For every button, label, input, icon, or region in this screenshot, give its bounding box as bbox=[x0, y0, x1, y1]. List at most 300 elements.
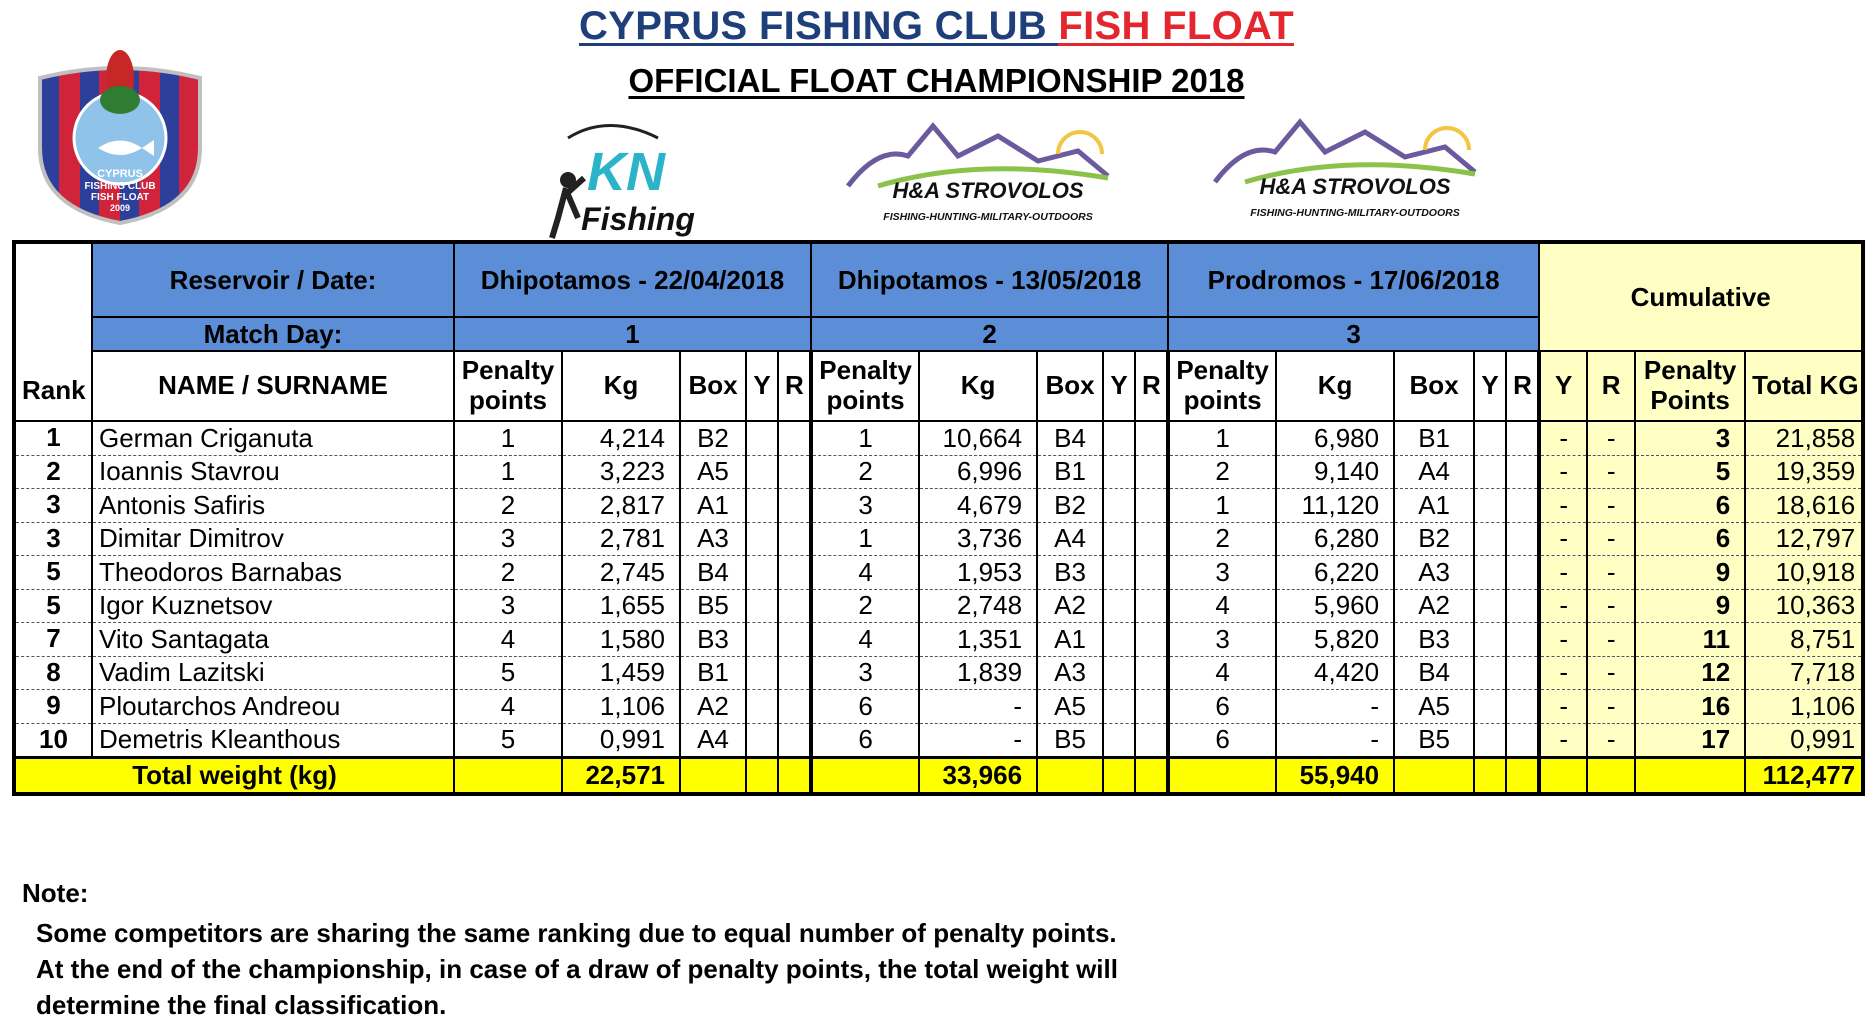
yellow-card-cell bbox=[1103, 522, 1135, 556]
red-card-cell bbox=[1135, 690, 1168, 724]
rank-header: Rank bbox=[14, 242, 92, 421]
red-card-cell bbox=[778, 589, 811, 623]
red-card-cell bbox=[1135, 589, 1168, 623]
box-cell: A3 bbox=[680, 522, 746, 556]
total-empty-penalty bbox=[811, 758, 919, 795]
penalty-cell: 1 bbox=[1168, 421, 1276, 455]
red-card-cell bbox=[1506, 556, 1539, 590]
penalty-cell: 1 bbox=[811, 421, 919, 455]
kg-cell: 2,748 bbox=[919, 589, 1037, 623]
yellow-card-cell bbox=[1103, 656, 1135, 690]
penalty-header-line-2: points bbox=[469, 385, 547, 415]
cumulative-penalty-cell: 9 bbox=[1635, 589, 1745, 623]
red-card-cell bbox=[1135, 421, 1168, 455]
kg-cell: 1,351 bbox=[919, 623, 1037, 657]
red-card-cell bbox=[1135, 556, 1168, 590]
sponsor-name-2: H&A STROVOLOS bbox=[1259, 174, 1451, 199]
yellow-card-cell bbox=[1474, 556, 1506, 590]
kg-cell: - bbox=[1276, 690, 1394, 724]
box-cell: A4 bbox=[1037, 522, 1103, 556]
box-cell: A4 bbox=[680, 723, 746, 758]
red-card-header-3: R bbox=[1506, 351, 1539, 421]
box-cell: B1 bbox=[680, 656, 746, 690]
kg-cell: 11,120 bbox=[1276, 489, 1394, 523]
total-empty-box bbox=[680, 758, 746, 795]
box-header-1: Box bbox=[680, 351, 746, 421]
kg-cell: - bbox=[919, 723, 1037, 758]
total-kg-cell: 10,363 bbox=[1745, 589, 1863, 623]
yellow-card-header-3: Y bbox=[1474, 351, 1506, 421]
box-cell: A3 bbox=[1394, 556, 1474, 590]
cumulative-r-cell: - bbox=[1587, 455, 1635, 489]
cumulative-y-cell: - bbox=[1539, 623, 1587, 657]
kg-cell: 1,839 bbox=[919, 656, 1037, 690]
red-card-cell bbox=[778, 522, 811, 556]
total-empty-box bbox=[1037, 758, 1103, 795]
kg-cell: 4,420 bbox=[1276, 656, 1394, 690]
cumulative-penalty-cell: 9 bbox=[1635, 556, 1745, 590]
cumulative-penalty-cell: 6 bbox=[1635, 522, 1745, 556]
penalty-cell: 5 bbox=[454, 656, 562, 690]
penalty-header-line-1: Penalty bbox=[461, 355, 555, 386]
match-2-reservoir: Dhipotamos - 13/05/2018 bbox=[811, 242, 1168, 317]
penalty-cell: 2 bbox=[454, 489, 562, 523]
yellow-card-cell bbox=[1474, 489, 1506, 523]
kg-cell: 6,980 bbox=[1276, 421, 1394, 455]
box-cell: B5 bbox=[1037, 723, 1103, 758]
penalty-cell: 6 bbox=[1168, 723, 1276, 758]
kg-cell: 1,459 bbox=[562, 656, 680, 690]
penalty-cell: 3 bbox=[1168, 556, 1276, 590]
club-logo-line-2: FISHING CLUB bbox=[84, 181, 156, 192]
title-fish-float: FISH FLOAT bbox=[1058, 4, 1294, 48]
note-line-1: Some competitors are sharing the same ranking due to equal number of penalty points. bbox=[36, 918, 1117, 948]
match-1-reservoir: Dhipotamos - 22/04/2018 bbox=[454, 242, 811, 317]
rank-cell: 2 bbox=[14, 455, 92, 489]
box-cell: B1 bbox=[1037, 455, 1103, 489]
penalty-points-header-2 bbox=[811, 351, 919, 421]
sponsor-tagline-2: FISHING-HUNTING-MILITARY-OUTDOORS bbox=[1250, 207, 1460, 219]
grand-total-kg: 112,477 bbox=[1745, 758, 1863, 795]
kn-logo-text: KN bbox=[587, 142, 665, 202]
match-total-kg-1: 22,571 bbox=[562, 758, 680, 795]
total-empty-penalty bbox=[454, 758, 562, 795]
cumulative-r-cell: - bbox=[1587, 623, 1635, 657]
box-cell: B3 bbox=[1037, 556, 1103, 590]
cumulative-r-cell: - bbox=[1587, 489, 1635, 523]
red-card-cell bbox=[1135, 623, 1168, 657]
cumulative-penalty-cell: 12 bbox=[1635, 656, 1745, 690]
kg-cell: 6,280 bbox=[1276, 522, 1394, 556]
total-kg-cell: 10,918 bbox=[1745, 556, 1863, 590]
kg-cell: 5,820 bbox=[1276, 623, 1394, 657]
box-cell: A1 bbox=[1394, 489, 1474, 523]
cumulative-penalty-cell: 11 bbox=[1635, 623, 1745, 657]
penalty-points-header-3 bbox=[1168, 351, 1276, 421]
yellow-card-cell bbox=[746, 421, 778, 455]
red-card-cell bbox=[778, 556, 811, 590]
yellow-card-cell bbox=[1474, 690, 1506, 724]
total-kg-cell: 7,718 bbox=[1745, 656, 1863, 690]
rank-cell: 5 bbox=[14, 589, 92, 623]
penalty-cell: 6 bbox=[811, 723, 919, 758]
cumulative-r-cell: - bbox=[1587, 690, 1635, 724]
penalty-cell: 4 bbox=[811, 623, 919, 657]
box-cell: A4 bbox=[1394, 455, 1474, 489]
rank-cell: 10 bbox=[14, 723, 92, 758]
box-cell: A2 bbox=[1037, 589, 1103, 623]
note-heading: Note: bbox=[22, 878, 89, 908]
red-card-cell bbox=[1506, 723, 1539, 758]
rank-cell: 3 bbox=[14, 489, 92, 523]
yellow-card-cell bbox=[746, 623, 778, 657]
table-row bbox=[14, 623, 1863, 657]
yellow-card-cell bbox=[1103, 556, 1135, 590]
cumulative-y-cell: - bbox=[1539, 723, 1587, 758]
red-card-cell bbox=[1506, 421, 1539, 455]
penalty-points-header-1 bbox=[454, 351, 562, 421]
table-row bbox=[14, 556, 1863, 590]
rank-cell: 7 bbox=[14, 623, 92, 657]
penalty-cell: 2 bbox=[454, 556, 562, 590]
red-card-cell bbox=[1135, 723, 1168, 758]
kg-header-1: Kg bbox=[562, 351, 680, 421]
red-card-cell bbox=[1506, 656, 1539, 690]
penalty-cell: 6 bbox=[811, 690, 919, 724]
name-cell: Theodoros Barnabas bbox=[92, 556, 454, 590]
kg-cell: - bbox=[1276, 723, 1394, 758]
box-cell: A1 bbox=[1037, 623, 1103, 657]
box-cell: B4 bbox=[1037, 421, 1103, 455]
penalty-cell: 1 bbox=[811, 522, 919, 556]
note-line-3: determine the final classification. bbox=[36, 990, 447, 1020]
red-card-cell bbox=[778, 723, 811, 758]
red-card-cell bbox=[778, 489, 811, 523]
penalty-cell: 3 bbox=[811, 489, 919, 523]
kg-cell: 6,220 bbox=[1276, 556, 1394, 590]
penalty-cell: 3 bbox=[454, 522, 562, 556]
total-empty-r bbox=[778, 758, 811, 795]
red-card-cell bbox=[1135, 489, 1168, 523]
kg-cell: 1,953 bbox=[919, 556, 1037, 590]
sponsor-logo-1 bbox=[838, 116, 1128, 228]
red-card-cell bbox=[1506, 455, 1539, 489]
club-logo-line-3: FISH FLOAT bbox=[90, 192, 150, 203]
box-header-2: Box bbox=[1037, 351, 1103, 421]
red-card-cell bbox=[1135, 455, 1168, 489]
kg-cell: 2,817 bbox=[562, 489, 680, 523]
kg-cell: 2,745 bbox=[562, 556, 680, 590]
kg-cell: 6,996 bbox=[919, 455, 1037, 489]
penalty-cell: 5 bbox=[454, 723, 562, 758]
cumulative-penalty-cell: 6 bbox=[1635, 489, 1745, 523]
name-cell: Igor Kuznetsov bbox=[92, 589, 454, 623]
name-header: NAME / SURNAME bbox=[92, 351, 454, 421]
box-cell: B3 bbox=[680, 623, 746, 657]
penalty-cell: 1 bbox=[1168, 489, 1276, 523]
red-card-cell bbox=[778, 421, 811, 455]
box-cell: A2 bbox=[680, 690, 746, 724]
box-header-3: Box bbox=[1394, 351, 1474, 421]
red-card-cell bbox=[778, 455, 811, 489]
red-card-cell bbox=[1506, 522, 1539, 556]
red-card-cell bbox=[1135, 522, 1168, 556]
note-line-2: At the end of the championship, in case of a draw of penalty points, the total weight will bbox=[36, 954, 1118, 984]
penalty-cell: 4 bbox=[1168, 589, 1276, 623]
yellow-card-cell bbox=[1103, 455, 1135, 489]
cumulative-y-cell: - bbox=[1539, 489, 1587, 523]
rank-cell: 5 bbox=[14, 556, 92, 590]
match-day-label: Match Day: bbox=[92, 317, 454, 351]
penalty-cell: 4 bbox=[811, 556, 919, 590]
yellow-card-cell bbox=[746, 723, 778, 758]
total-empty-y bbox=[746, 758, 778, 795]
box-cell: A3 bbox=[1037, 656, 1103, 690]
yellow-card-cell bbox=[746, 690, 778, 724]
yellow-card-cell bbox=[746, 556, 778, 590]
total-empty-cum-y bbox=[1539, 758, 1587, 795]
reservoir-date-label: Reservoir / Date: bbox=[92, 242, 454, 317]
total-empty-penalty bbox=[1168, 758, 1276, 795]
cumulative-r-header: R bbox=[1587, 351, 1635, 421]
penalty-header-line-2: points bbox=[1183, 385, 1262, 415]
cumulative-y-cell: - bbox=[1539, 656, 1587, 690]
yellow-card-cell bbox=[1103, 623, 1135, 657]
match-2-day: 2 bbox=[811, 317, 1168, 351]
rank-cell: 9 bbox=[14, 690, 92, 724]
box-cell: A5 bbox=[1394, 690, 1474, 724]
penalty-cell: 6 bbox=[1168, 690, 1276, 724]
red-card-cell bbox=[1506, 623, 1539, 657]
kg-cell: 3,736 bbox=[919, 522, 1037, 556]
name-cell: German Criganuta bbox=[92, 421, 454, 455]
cumulative-penalty-cell: 3 bbox=[1635, 421, 1745, 455]
penalty-cell: 4 bbox=[1168, 656, 1276, 690]
yellow-card-cell bbox=[1103, 690, 1135, 724]
table-row bbox=[14, 421, 1863, 455]
yellow-card-cell bbox=[1474, 455, 1506, 489]
cumulative-r-cell: - bbox=[1587, 421, 1635, 455]
penalty-cell: 3 bbox=[454, 589, 562, 623]
yellow-card-cell bbox=[746, 656, 778, 690]
match-3-day: 3 bbox=[1168, 317, 1539, 351]
club-logo-line-4: 2009 bbox=[109, 203, 131, 213]
penalty-cell: 2 bbox=[811, 589, 919, 623]
kg-cell: 9,140 bbox=[1276, 455, 1394, 489]
total-kg-header: Total KG bbox=[1745, 351, 1863, 421]
name-cell: Vadim Lazitski bbox=[92, 656, 454, 690]
cum-penalty-line-2: Points bbox=[1650, 385, 1730, 415]
total-empty-cum-r bbox=[1587, 758, 1635, 795]
cumulative-r-cell: - bbox=[1587, 723, 1635, 758]
red-card-header-2: R bbox=[1135, 351, 1168, 421]
name-cell: Ploutarchos Andreou bbox=[92, 690, 454, 724]
total-kg-cell: 0,991 bbox=[1745, 723, 1863, 758]
total-empty-y bbox=[1474, 758, 1506, 795]
results-table bbox=[12, 240, 1865, 796]
kg-cell: - bbox=[919, 690, 1037, 724]
penalty-cell: 3 bbox=[811, 656, 919, 690]
kn-logo-fishing-text: Fishing bbox=[581, 201, 695, 237]
kg-cell: 5,960 bbox=[1276, 589, 1394, 623]
name-cell: Ioannis Stavrou bbox=[92, 455, 454, 489]
total-kg-cell: 19,359 bbox=[1745, 455, 1863, 489]
sponsor-tagline: FISHING-HUNTING-MILITARY-OUTDOORS bbox=[883, 211, 1093, 223]
red-card-cell bbox=[1135, 656, 1168, 690]
penalty-cell: 1 bbox=[454, 421, 562, 455]
yellow-card-header-1: Y bbox=[746, 351, 778, 421]
yellow-card-cell bbox=[1103, 421, 1135, 455]
name-cell: Antonis Safiris bbox=[92, 489, 454, 523]
penalty-cell: 2 bbox=[1168, 522, 1276, 556]
kg-cell: 4,679 bbox=[919, 489, 1037, 523]
kn-fishing-logo bbox=[548, 118, 698, 242]
table-row bbox=[14, 522, 1863, 556]
rank-cell: 1 bbox=[14, 421, 92, 455]
box-cell: B5 bbox=[680, 589, 746, 623]
kg-cell: 4,214 bbox=[562, 421, 680, 455]
cumulative-y-cell: - bbox=[1539, 589, 1587, 623]
name-cell: Dimitar Dimitrov bbox=[92, 522, 454, 556]
yellow-card-cell bbox=[1103, 489, 1135, 523]
sponsor-name: H&A STROVOLOS bbox=[892, 178, 1084, 203]
box-cell: B5 bbox=[1394, 723, 1474, 758]
club-logo-line-1: CYPRUS bbox=[97, 168, 143, 180]
penalty-cell: 3 bbox=[1168, 623, 1276, 657]
rank-cell: 3 bbox=[14, 522, 92, 556]
cumulative-y-header: Y bbox=[1539, 351, 1587, 421]
yellow-card-header-2: Y bbox=[1103, 351, 1135, 421]
penalty-header-line-1: Penalty bbox=[1176, 355, 1269, 386]
yellow-card-cell bbox=[746, 489, 778, 523]
penalty-cell: 4 bbox=[454, 623, 562, 657]
kg-cell: 3,223 bbox=[562, 455, 680, 489]
box-cell: A1 bbox=[680, 489, 746, 523]
yellow-card-cell bbox=[746, 522, 778, 556]
cumulative-penalty-cell: 5 bbox=[1635, 455, 1745, 489]
red-card-cell bbox=[778, 656, 811, 690]
rank-cell: 8 bbox=[14, 656, 92, 690]
kg-cell: 0,991 bbox=[562, 723, 680, 758]
yellow-card-cell bbox=[1474, 623, 1506, 657]
box-cell: B2 bbox=[1394, 522, 1474, 556]
red-card-cell bbox=[778, 690, 811, 724]
yellow-card-cell bbox=[1474, 522, 1506, 556]
table-row bbox=[14, 455, 1863, 489]
sponsor-logo-2 bbox=[1205, 112, 1495, 224]
kg-cell: 10,664 bbox=[919, 421, 1037, 455]
kg-cell: 1,655 bbox=[562, 589, 680, 623]
yellow-card-cell bbox=[1474, 421, 1506, 455]
match-total-kg-3: 55,940 bbox=[1276, 758, 1394, 795]
cumulative-r-cell: - bbox=[1587, 589, 1635, 623]
cumulative-header: Cumulative bbox=[1539, 242, 1863, 351]
match-1-day: 1 bbox=[454, 317, 811, 351]
cumulative-penalty-header bbox=[1635, 351, 1745, 421]
box-cell: B2 bbox=[680, 421, 746, 455]
yellow-card-cell bbox=[746, 455, 778, 489]
name-cell: Demetris Kleanthous bbox=[92, 723, 454, 758]
cumulative-y-cell: - bbox=[1539, 421, 1587, 455]
penalty-cell: 2 bbox=[811, 455, 919, 489]
red-card-cell bbox=[778, 623, 811, 657]
box-cell: B4 bbox=[1394, 656, 1474, 690]
match-3-reservoir: Prodromos - 17/06/2018 bbox=[1168, 242, 1539, 317]
yellow-card-cell bbox=[1474, 723, 1506, 758]
total-kg-cell: 1,106 bbox=[1745, 690, 1863, 724]
cumulative-r-cell: - bbox=[1587, 656, 1635, 690]
total-kg-cell: 8,751 bbox=[1745, 623, 1863, 657]
yellow-card-cell bbox=[1103, 589, 1135, 623]
total-empty-r bbox=[1506, 758, 1539, 795]
match-total-kg-2: 33,966 bbox=[919, 758, 1037, 795]
table-row bbox=[14, 489, 1863, 523]
cumulative-y-cell: - bbox=[1539, 522, 1587, 556]
total-kg-cell: 18,616 bbox=[1745, 489, 1863, 523]
kg-cell: 1,580 bbox=[562, 623, 680, 657]
yellow-card-cell bbox=[1103, 723, 1135, 758]
kg-cell: 1,106 bbox=[562, 690, 680, 724]
total-weight-label: Total weight (kg) bbox=[14, 758, 454, 795]
club-logo bbox=[30, 38, 210, 228]
cumulative-r-cell: - bbox=[1587, 556, 1635, 590]
penalty-header-line-2: points bbox=[826, 385, 905, 415]
total-empty-box bbox=[1394, 758, 1474, 795]
box-cell: A5 bbox=[680, 455, 746, 489]
title-club-name: CYPRUS FISHING CLUB bbox=[579, 4, 1059, 48]
penalty-cell: 2 bbox=[1168, 455, 1276, 489]
penalty-cell: 1 bbox=[454, 455, 562, 489]
red-card-cell bbox=[1506, 690, 1539, 724]
total-weight-row bbox=[14, 758, 1863, 795]
kg-header-2: Kg bbox=[919, 351, 1037, 421]
total-empty-r bbox=[1135, 758, 1168, 795]
box-cell: B2 bbox=[1037, 489, 1103, 523]
table-row bbox=[14, 723, 1863, 758]
page-subtitle: OFFICIAL FLOAT CHAMPIONSHIP 2018 bbox=[628, 62, 1245, 99]
table-row bbox=[14, 656, 1863, 690]
table-row bbox=[14, 690, 1863, 724]
kg-cell: 2,781 bbox=[562, 522, 680, 556]
cum-penalty-line-1: Penalty bbox=[1643, 355, 1737, 386]
yellow-card-cell bbox=[1474, 656, 1506, 690]
cumulative-y-cell: - bbox=[1539, 455, 1587, 489]
red-card-cell bbox=[1506, 589, 1539, 623]
box-cell: A2 bbox=[1394, 589, 1474, 623]
penalty-header-line-1: Penalty bbox=[819, 355, 912, 386]
page-title bbox=[0, 4, 1873, 49]
box-cell: B4 bbox=[680, 556, 746, 590]
cumulative-y-cell: - bbox=[1539, 556, 1587, 590]
total-kg-cell: 21,858 bbox=[1745, 421, 1863, 455]
table-row bbox=[14, 589, 1863, 623]
yellow-card-cell bbox=[746, 589, 778, 623]
box-cell: B1 bbox=[1394, 421, 1474, 455]
yellow-card-cell bbox=[1474, 589, 1506, 623]
penalty-cell: 4 bbox=[454, 690, 562, 724]
red-card-cell bbox=[1506, 489, 1539, 523]
total-empty-y bbox=[1103, 758, 1135, 795]
box-cell: A5 bbox=[1037, 690, 1103, 724]
cumulative-penalty-cell: 17 bbox=[1635, 723, 1745, 758]
red-card-header-1: R bbox=[778, 351, 811, 421]
total-empty-cum-pen bbox=[1635, 758, 1745, 795]
name-cell: Vito Santagata bbox=[92, 623, 454, 657]
cumulative-y-cell: - bbox=[1539, 690, 1587, 724]
total-kg-cell: 12,797 bbox=[1745, 522, 1863, 556]
kg-header-3: Kg bbox=[1276, 351, 1394, 421]
cumulative-penalty-cell: 16 bbox=[1635, 690, 1745, 724]
